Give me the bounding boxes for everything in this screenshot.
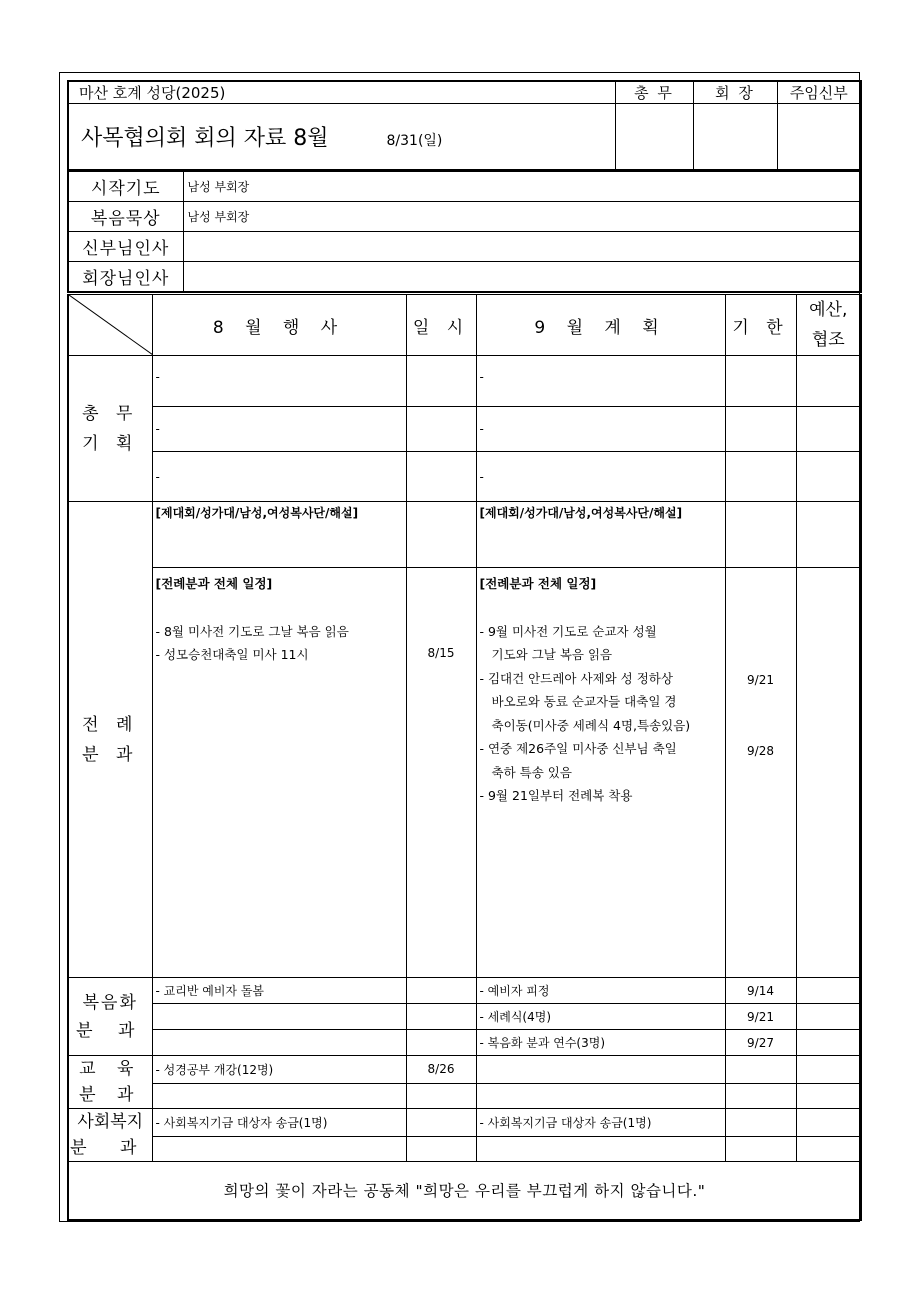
general-budget-1: [796, 356, 861, 407]
approval-president: 회 장: [693, 81, 777, 104]
liturgy-plan-5: 축이동(미사중 세례식 4명,특송있음): [491, 717, 691, 733]
diagonal-header-cell: [68, 295, 152, 356]
liturgy-groups-date: [406, 502, 476, 568]
evangelization-deadline-2: 9/21: [725, 1004, 796, 1030]
liturgy-event-1: - 8월 미사전 기도로 그날 복음 읽음: [155, 623, 349, 639]
liturgy-deadlines: [725, 568, 796, 978]
evangelization-plan-2: - 세례식(4명): [476, 1004, 725, 1030]
footer-motto: 희망의 꽃이 자라는 공동체 "희망은 우리를 부끄럽게 하지 않습니다.": [68, 1162, 861, 1220]
general-event-2: -: [152, 407, 406, 452]
liturgy-plan-3: - 김대건 안드레아 사제와 성 정하상: [479, 670, 673, 686]
evangelization-budget-3: [796, 1030, 861, 1056]
col-deadline: 기 한: [725, 295, 796, 356]
diagonal-line: [69, 295, 152, 355]
general-event-1: -: [152, 356, 406, 407]
document-title-cell: [68, 104, 615, 170]
section-evangelization-label-2: 분 과: [76, 1020, 145, 1041]
document-title: 사목협의회 회의 자료 8월: [81, 125, 329, 151]
education-budget-1: [796, 1056, 861, 1084]
col-date: 일 시: [406, 295, 476, 356]
evangelization-event-1: - 교리반 예비자 돌봄: [152, 978, 406, 1004]
liturgy-plan-2: 기도와 그날 복음 읽음: [491, 647, 613, 662]
parish-name: 마산 호계 성당(2025): [68, 81, 615, 104]
liturgy-plans-cell: [476, 568, 725, 978]
president-greeting-value: [183, 262, 861, 292]
general-date-2: [406, 407, 476, 452]
welfare-date-1: [406, 1109, 476, 1137]
approval-sign-president: [693, 104, 777, 170]
general-deadline-1: [725, 356, 796, 407]
section-evangelization-label: [68, 978, 152, 1056]
welfare-budget-1: [796, 1109, 861, 1137]
general-deadline-3: [725, 452, 796, 502]
approval-general-secretary: 총 무: [615, 81, 693, 104]
approval-sign-pastor: [777, 104, 861, 170]
education-deadline-1: [725, 1056, 796, 1084]
evangelization-event-3: [152, 1030, 406, 1056]
education-plan-2: [476, 1083, 725, 1108]
liturgy-groups-deadline: [725, 502, 796, 568]
section-welfare-label-2: 분 과: [70, 1138, 151, 1158]
col-august-events: 8 월 행 사: [152, 295, 406, 356]
liturgy-plan-7: 축하 특송 있음: [491, 764, 572, 780]
opening-table: [67, 171, 862, 293]
opening-prayer-value: 남성 부회장: [183, 172, 861, 202]
liturgy-events-cell: [152, 568, 406, 978]
liturgy-groups-plan: [제대회/성가대/남성,여성복사단/해설]: [476, 502, 725, 568]
approval-sign-general-secretary: [615, 104, 693, 170]
evangelization-plan-1: - 예비자 피정: [476, 978, 725, 1004]
col-budget: 예산, 협조: [796, 295, 861, 356]
approval-pastor: 주임신부: [777, 81, 861, 104]
evangelization-event-2: [152, 1004, 406, 1030]
evangelization-plan-3: - 복음화 분과 연수(3명): [476, 1030, 725, 1056]
liturgy-schedule-title-event: [전례분과 전체 일정]: [155, 576, 273, 591]
welfare-deadline-2: [725, 1136, 796, 1161]
evangelization-deadline-1: 9/14: [725, 978, 796, 1004]
section-education-label-1: 교 육: [79, 1059, 142, 1079]
liturgy-deadline-1: 9/21: [747, 673, 774, 687]
liturgy-plan-1: - 9월 미사전 기도로 순교자 성월: [479, 623, 657, 639]
general-plan-1: -: [476, 356, 725, 407]
education-event-2: [152, 1083, 406, 1108]
education-event-1: - 성경공부 개강(12명): [152, 1056, 406, 1084]
welfare-plan-1: - 사회복지기금 대상자 송금(1명): [476, 1109, 725, 1137]
agenda-table: [67, 294, 862, 1221]
evangelization-date-1: [406, 978, 476, 1004]
section-education-label: [68, 1056, 152, 1109]
education-plan-1: [476, 1056, 725, 1084]
evangelization-budget-1: [796, 978, 861, 1004]
evangelization-budget-2: [796, 1004, 861, 1030]
general-budget-2: [796, 407, 861, 452]
col-september-plan: 9 월 계 획: [476, 295, 725, 356]
meeting-document-table: [67, 80, 862, 171]
general-date-1: [406, 356, 476, 407]
welfare-event-2: [152, 1136, 406, 1161]
section-liturgy-label: [68, 502, 152, 978]
education-budget-2: [796, 1083, 861, 1108]
section-welfare-label: [68, 1109, 152, 1162]
liturgy-plan-6: - 연중 제26주일 미사중 신부님 축일: [479, 741, 677, 756]
welfare-event-1: - 사회복지기금 대상자 송금(1명): [152, 1109, 406, 1137]
liturgy-plan-4: 바오로와 동료 순교자들 대축일 경: [491, 694, 677, 709]
general-budget-3: [796, 452, 861, 502]
president-greeting-label: 회장님인사: [68, 262, 183, 292]
section-evangelization-label-1: 복음화: [82, 992, 138, 1013]
liturgy-deadline-2: 9/28: [747, 743, 774, 758]
priest-greeting-value: [183, 232, 861, 262]
gospel-meditation-label: 복음묵상: [68, 202, 183, 232]
general-event-3: -: [152, 452, 406, 502]
general-plan-2: -: [476, 407, 725, 452]
section-education-label-2: 분 과: [79, 1085, 142, 1105]
gospel-meditation-value: 남성 부회장: [183, 202, 861, 232]
welfare-plan-2: [476, 1136, 725, 1161]
liturgy-event-date: 8/15: [406, 568, 476, 978]
liturgy-schedule-title-plan: [전례분과 전체 일정]: [479, 576, 597, 591]
section-liturgy-label-2: 분 과: [82, 744, 139, 765]
welfare-deadline-1: [725, 1109, 796, 1137]
section-liturgy-label-1: 전 례: [82, 714, 139, 735]
evangelization-date-2: [406, 1004, 476, 1030]
liturgy-groups-event: [제대회/성가대/남성,여성복사단/해설]: [152, 502, 406, 568]
general-plan-3: -: [476, 452, 725, 502]
opening-prayer-label: 시작기도: [68, 172, 183, 202]
welfare-budget-2: [796, 1136, 861, 1161]
liturgy-groups-budget: [796, 502, 861, 568]
general-date-3: [406, 452, 476, 502]
section-general-label-2: 기 획: [82, 433, 139, 454]
liturgy-event-2: - 성모승천대축일 미사 11시: [155, 647, 309, 662]
priest-greeting-label: 신부님인사: [68, 232, 183, 262]
evangelization-deadline-3: 9/27: [725, 1030, 796, 1056]
liturgy-plan-8: - 9월 21일부터 전례복 착용: [479, 788, 633, 803]
education-date-2: [406, 1083, 476, 1108]
section-welfare-label-1: 사회복지: [77, 1112, 144, 1132]
meeting-date: 8/31(일): [386, 132, 443, 149]
liturgy-budget: [796, 568, 861, 978]
evangelization-date-3: [406, 1030, 476, 1056]
education-date-1: 8/26: [406, 1056, 476, 1084]
education-deadline-2: [725, 1083, 796, 1108]
welfare-date-2: [406, 1136, 476, 1161]
section-general-label: [68, 356, 152, 502]
general-deadline-2: [725, 407, 796, 452]
section-general-label-1: 총 무: [82, 403, 139, 424]
